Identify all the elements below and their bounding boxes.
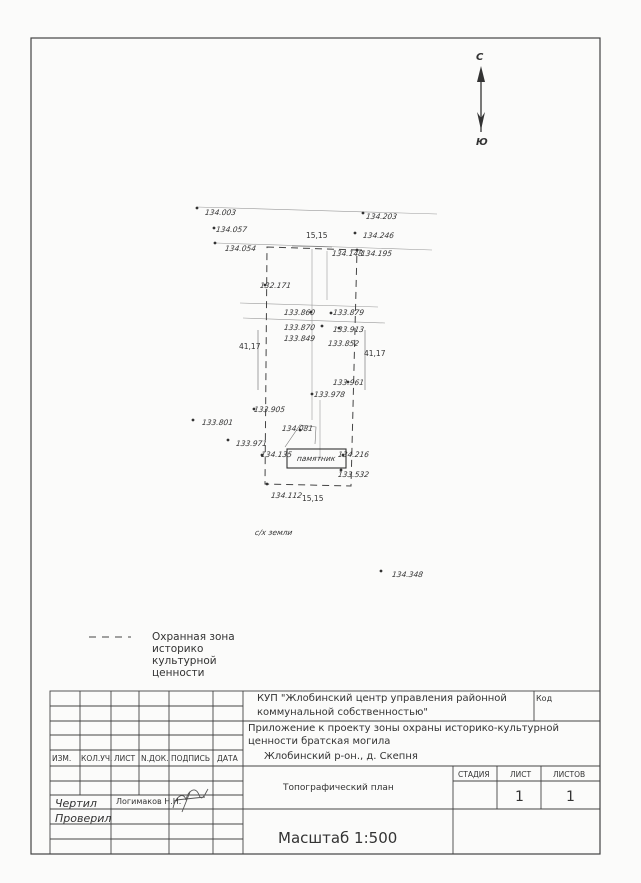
sheet-label: ЛИСТ xyxy=(510,770,532,779)
elevation-label: 133.879 xyxy=(332,308,365,317)
code-label: Код xyxy=(536,694,553,703)
project-line-1: Приложение к проекту зоны охраны историко-культурной xyxy=(248,723,559,734)
checked-by-label: Проверил xyxy=(55,812,112,825)
elevation-label: 133.913 xyxy=(332,325,365,334)
elevation-label: 133.532 xyxy=(337,470,370,479)
elevation-label: 133.870 xyxy=(283,323,316,332)
elevation-label: 133.849 xyxy=(283,334,316,343)
south-label: Ю xyxy=(476,137,488,148)
elevation-label: 134.135 xyxy=(260,450,293,459)
elevation-label: 134.348 xyxy=(391,570,424,579)
elevation-label: 134.054 xyxy=(224,244,257,253)
elevation-label: 132.171 xyxy=(259,281,292,290)
legend-line-1: Охранная зона xyxy=(152,631,235,643)
org-line-1: КУП "Жлобинский центр управления районной xyxy=(257,693,507,704)
dimension-top: 15,15 xyxy=(306,231,328,240)
elevation-label: 134.203 xyxy=(365,212,398,221)
header-kol-uch: КОЛ.УЧ. xyxy=(81,754,113,763)
header-izm: ИЗМ. xyxy=(52,754,72,763)
elevation-label: 133.860 xyxy=(283,308,316,317)
stage-label: СТАДИЯ xyxy=(458,770,490,779)
header-list: ЛИСТ xyxy=(114,754,136,763)
header-podpis: ПОДПИСЬ xyxy=(171,754,211,763)
elevation-label: 134.195 xyxy=(360,249,393,258)
elevation-label: 134.246 xyxy=(362,231,395,240)
dimension-bottom: 15,15 xyxy=(302,494,324,503)
location-text: Жлобинский р-он., д. Скепня xyxy=(264,751,418,762)
elevation-label: 133.971 xyxy=(235,439,268,448)
elevation-label: 134.216 xyxy=(337,450,370,459)
project-line-2: ценности братская могила xyxy=(248,736,391,747)
header-n-dok: N.ДОК. xyxy=(141,754,169,763)
sheets-label: ЛИСТОВ xyxy=(553,770,586,779)
elevation-label: 133.978 xyxy=(313,390,346,399)
sheets-count: 1 xyxy=(566,789,575,805)
dimension-left: 41,17 xyxy=(239,342,261,351)
legend-line-4: ценности xyxy=(152,667,205,679)
north-label: С xyxy=(476,52,484,63)
legend-line-2: историко xyxy=(152,643,204,655)
elevation-label: 133.801 xyxy=(201,418,234,427)
elevation-label: 134.003 xyxy=(204,208,237,217)
monument-label: памятник xyxy=(296,454,336,463)
drawn-by-label: Чертил xyxy=(55,797,97,810)
elevation-label: 133.961 xyxy=(332,378,365,387)
scale-text: Масштаб 1:500 xyxy=(278,829,398,847)
header-data: ДАТА xyxy=(217,754,238,763)
elevation-label: 134.081 xyxy=(281,424,314,433)
drawn-by-name: Логимаков Н.Н. xyxy=(116,797,182,806)
land-use-label: с/х земли xyxy=(254,528,294,537)
elevation-label: 133.905 xyxy=(253,405,286,414)
org-line-2: коммунальной собственностью" xyxy=(257,707,429,718)
elevation-label: 133.852 xyxy=(327,339,360,348)
elevation-label: 134.057 xyxy=(215,225,248,234)
sheet-title: Топографический план xyxy=(283,783,394,793)
elevation-label: 134.148 xyxy=(331,249,364,258)
legend-line-3: культурной xyxy=(152,655,217,667)
sheet-number: 1 xyxy=(515,789,524,805)
elevation-label: 134.112 xyxy=(270,491,303,500)
dimension-right: 41,17 xyxy=(364,349,386,358)
